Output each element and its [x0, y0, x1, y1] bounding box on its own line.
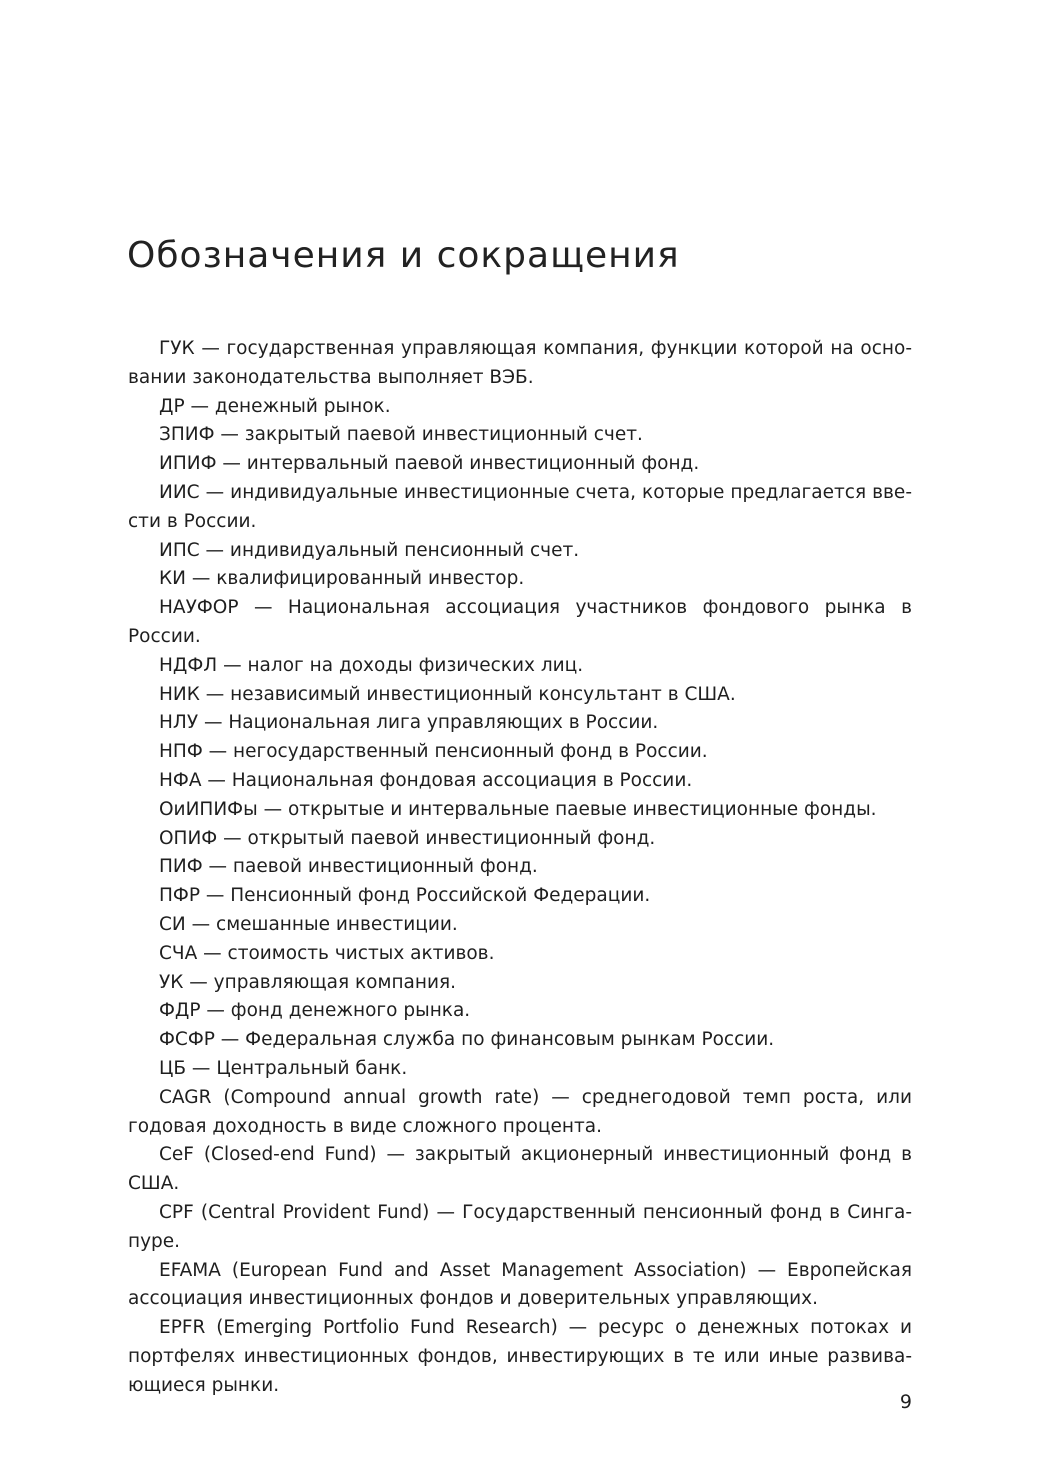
abbreviation-entry: ЦБ — Центральный банк. [159, 1057, 408, 1079]
page-number: 9 [899, 1391, 912, 1413]
abbreviation-entry: EFAMA (European Fund and Asset Management Association) — Европейская ассоциация инвестиционных фондов и доверительных управляющих. [128, 1259, 912, 1310]
abbreviation-entry: СИ — смешанные инвестиции. [159, 913, 458, 935]
abbreviation-entry: ФСФР — Федеральная служба по финансовым рынкам России. [159, 1029, 775, 1051]
abbreviation-entry: ПИФ — паевой инвестиционный фонд. [159, 856, 538, 878]
abbreviation-entry: НЛУ — Национальная лига управляющих в России. [159, 712, 659, 734]
abbreviation-entry: НИК — независимый инвестиционный консультант в США. [159, 683, 736, 705]
abbreviation-entry: ОиИПИФы — открытые и интервальные паевые инвестиционные фонды. [159, 798, 877, 820]
abbreviation-entry: НФА — Национальная фондовая ассоциация в России. [159, 769, 693, 791]
abbreviation-entry: ПФР — Пенсионный фонд Российской Федерации. [159, 885, 651, 907]
abbreviation-entry: ЗПИФ — закрытый паевой инвестиционный счет. [159, 424, 643, 446]
abbreviation-entry: ОПИФ — открытый паевой инвестиционный фонд. [159, 827, 656, 849]
page-title: Обозначения и сокращения [127, 235, 680, 276]
abbreviation-entry: CPF (Central Provident Fund) — Государственный пенсионный фонд в Сингапуре. [128, 1201, 912, 1252]
abbreviation-entry: ИПИФ — интервальный паевой инвестиционный фонд. [159, 453, 700, 475]
abbreviation-entry: НПФ — негосударственный пенсионный фонд в России. [159, 741, 708, 763]
abbreviation-entry: ДР — денежный рынок. [159, 395, 391, 417]
abbreviation-entry: CeF (Closed-end Fund) — закрытый акционерный инвестиционный фонд в США. [128, 1144, 912, 1195]
abbreviation-entry: КИ — квалифицированный инвестор. [159, 568, 525, 590]
abbreviation-entry: EPFR (Emerging Portfolio Fund Research) — ресурс о денежных потоках и портфелях инвестиционных фондов, инвестирующих в те или иные развивающиеся рынки. [128, 1317, 912, 1396]
abbreviation-entry: ИПС — индивидуальный пенсионный счет. [159, 539, 580, 561]
abbreviation-entry: CAGR (Compound annual growth rate) — среднегодовой темп роста, или годовая доходность в виде сложного процента. [128, 1086, 912, 1137]
abbreviation-entry: СЧА — стоимость чистых активов. [159, 942, 495, 964]
abbreviation-entry: УК — управляющая компания. [159, 971, 457, 993]
abbreviation-entry: ГУК — государственная управляющая компания, функции которой на основании законодательства выполняет ВЭБ. [128, 338, 912, 388]
abbreviation-entry: ИИС — индивидуальные инвестиционные счета, которые предлагается ввести в России. [128, 481, 912, 532]
abbreviation-entry: НАУФОР — Национальная ассоциация участников фондового рынка в России. [128, 597, 912, 647]
abbreviation-entry: НДФЛ — налог на доходы физических лиц. [159, 654, 584, 676]
abbreviations-list [128, 335, 912, 1400]
abbreviation-entry: ФДР — фонд денежного рынка. [159, 1000, 471, 1022]
